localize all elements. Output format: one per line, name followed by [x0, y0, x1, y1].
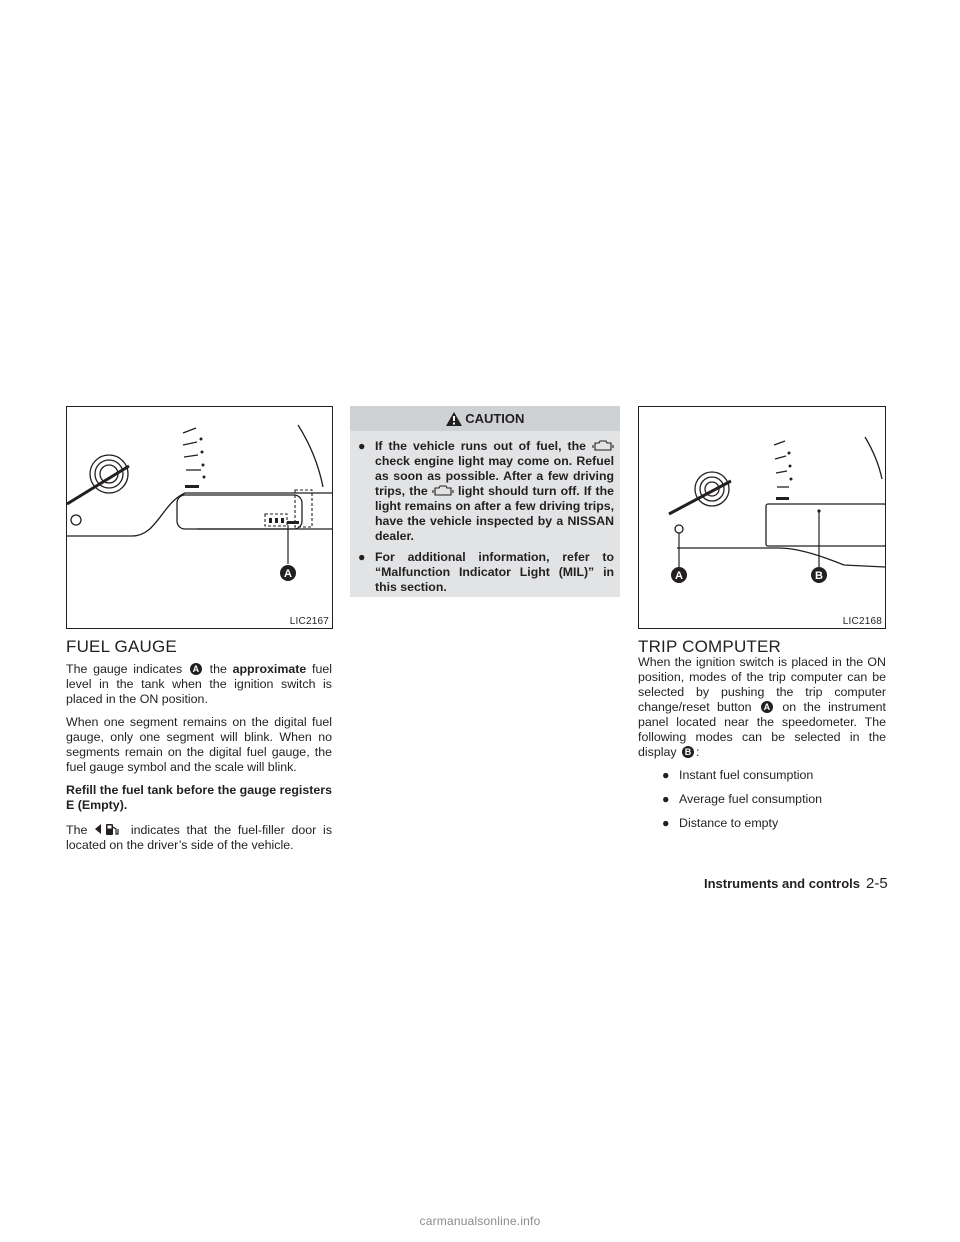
fuel-filler-door-icon: [94, 821, 124, 837]
trip-computer-title: TRIP COMPUTER: [638, 637, 782, 656]
figure-trip-computer: [638, 406, 886, 629]
caution-item-1-a: If the vehicle runs out of fuel, the: [375, 439, 586, 453]
trip-computer-body: [638, 655, 886, 840]
trip-computer-modes: [638, 768, 886, 831]
mode-bullet-1: ●: [662, 768, 670, 782]
caution-list: [350, 439, 620, 595]
trip-computer-illustration: [639, 407, 885, 628]
caution-header: [350, 406, 620, 431]
fuel-gauge-title: FUEL GAUGE: [66, 637, 177, 656]
callout-a-ref: A: [190, 663, 202, 675]
mode-distance: Distance to empty: [679, 816, 779, 830]
page-footer: [704, 875, 888, 892]
fuel-gauge-p1: [66, 662, 332, 707]
fuel-gauge-p1-bold: approximate: [232, 662, 307, 676]
callout-b-ref-trip: B: [682, 746, 694, 758]
fuel-gauge-p4-post: indicates that the fuel-filler door is located on the driver’s side of the vehicle.: [66, 823, 333, 852]
callout-a-ref-trip: A: [761, 701, 773, 713]
caution-item-1-c: light should turn off. If the light remains on after a few driving trips, have the vehicle inspected by a NISSAN dealer.: [375, 484, 614, 543]
trip-computer-p1-a: When the ignition switch is placed in the ON position, modes of the trip computer can be selected by pushing the trip computer change/reset button: [638, 655, 886, 714]
mode-bullet-2: ●: [662, 792, 670, 806]
fuel-gauge-p3: Refill the fuel tank before the gauge registers E (Empty).: [66, 783, 332, 812]
mode-item: [638, 816, 886, 831]
trip-computer-p1-c: :: [696, 745, 700, 759]
mode-item: [638, 768, 886, 783]
fuel-gauge-p4: [66, 821, 332, 853]
fuel-gauge-p1-pre: The gauge indicates: [66, 662, 183, 676]
caution-bullet-2: ●: [358, 550, 366, 564]
callout-a-right: A: [675, 570, 683, 582]
figure-code-left: LIC2167: [289, 616, 329, 627]
caution-item-2-text: For additional information, refer to “Malfunction Indicator Light (MIL)” in this section.: [375, 550, 614, 594]
footer-section: Instruments and controls: [704, 876, 861, 891]
warning-triangle-icon: [446, 412, 462, 426]
trip-computer-p1-b: on the instrument panel located near the speedometer. The following modes can be selected in the display: [638, 700, 886, 759]
callout-a-left: A: [284, 568, 292, 580]
fuel-gauge-p1-mid: the: [209, 662, 227, 676]
fuel-gauge-p1-post: fuel level in the tank when the ignition switch is placed in the ON position.: [66, 662, 332, 706]
fuel-gauge-p2: When one segment remains on the digital fuel gauge, only one segment will blink. When no segments remain on the digital fuel gauge, the fuel gauge symbol and the scale will blink.: [66, 715, 332, 774]
caution-item-2: [358, 550, 614, 595]
caution-item-1: [358, 439, 614, 544]
figure-fuel-gauge: [66, 406, 333, 629]
figure-code-right: LIC2168: [842, 616, 882, 627]
fuel-gauge-body: [66, 662, 332, 861]
watermark: carmanualsonline.info: [419, 1214, 541, 1228]
mode-instant: Instant fuel consumption: [679, 768, 814, 782]
callout-b-right: B: [815, 570, 823, 582]
caution-item-1-b: check engine light may come on. Refuel as soon as possible. After a few driving trips, the: [375, 454, 614, 498]
fuel-gauge-p4-pre: The: [66, 823, 88, 837]
caution-title: CAUTION: [465, 411, 525, 426]
footer-page-number: 2-5: [866, 875, 888, 892]
mode-average: Average fuel consumption: [679, 792, 823, 806]
check-engine-icon: [592, 439, 614, 453]
check-engine-icon-2: [432, 484, 454, 498]
fuel-gauge-illustration: [67, 407, 332, 628]
mode-item: [638, 792, 886, 807]
caution-box: [350, 406, 620, 597]
mode-bullet-3: ●: [662, 816, 670, 830]
caution-bullet-1: ●: [358, 439, 366, 453]
trip-computer-p1: [638, 655, 886, 760]
